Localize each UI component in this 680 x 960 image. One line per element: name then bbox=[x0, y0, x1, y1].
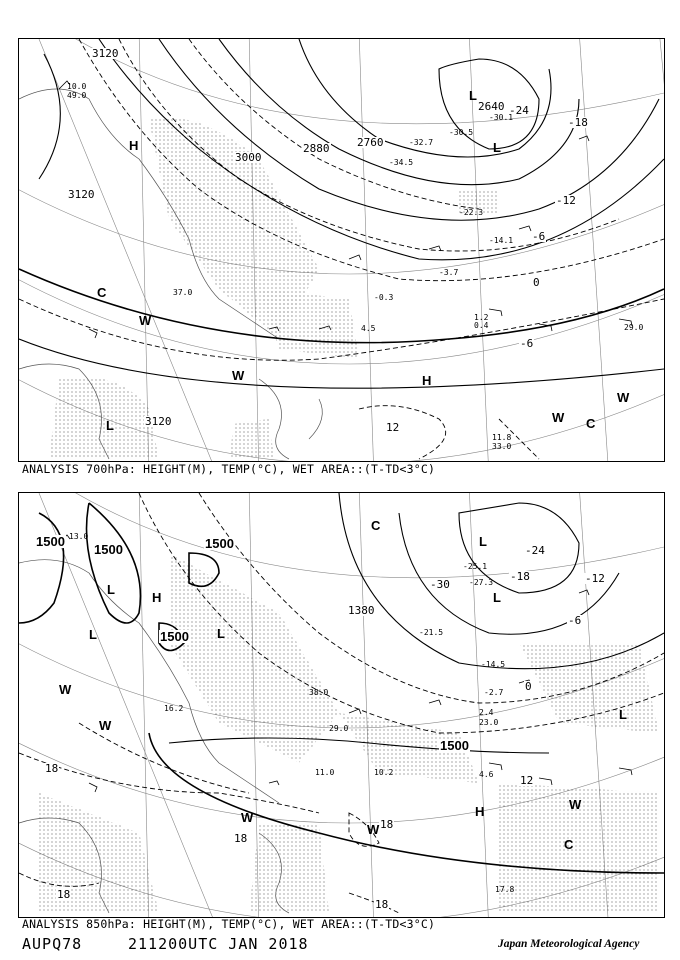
warm-center-marker: W bbox=[99, 718, 112, 733]
station-value: -25.1 bbox=[463, 562, 488, 571]
station-value: 10.2 bbox=[374, 768, 394, 777]
warm-center-marker: W bbox=[617, 390, 630, 405]
station-value: 23.0 bbox=[479, 718, 499, 727]
cold-center-marker: C bbox=[97, 285, 107, 300]
height-label: 1500 bbox=[36, 534, 65, 549]
station-value: 4.5 bbox=[361, 324, 376, 333]
station-value: 4.6 bbox=[479, 770, 494, 779]
low-pressure-marker: L bbox=[493, 590, 501, 605]
station-value: -14.5 bbox=[481, 660, 506, 669]
warm-center-marker: W bbox=[139, 313, 152, 328]
low-pressure-marker: L bbox=[89, 627, 97, 642]
height-label: 1500 bbox=[94, 542, 123, 557]
low-pressure-marker: L bbox=[619, 707, 627, 722]
high-pressure-marker: H bbox=[152, 590, 162, 605]
temp-label: 18 bbox=[45, 762, 59, 775]
station-value: -22.3 bbox=[459, 208, 484, 217]
cold-center-marker: C bbox=[371, 518, 381, 533]
high-pressure-marker: H bbox=[475, 804, 485, 819]
low-pressure-marker: L bbox=[107, 582, 115, 597]
height-label: 3000 bbox=[235, 151, 262, 164]
temp-label: 0 bbox=[533, 276, 540, 289]
analysis-time: 211200UTC JAN 2018 bbox=[128, 935, 309, 953]
station-value: 29.0 bbox=[624, 323, 644, 332]
low-pressure-marker: L bbox=[217, 626, 225, 641]
station-value: 13.0 bbox=[69, 532, 89, 541]
temp-label: 18 bbox=[380, 818, 394, 831]
warm-center-marker: W bbox=[367, 822, 380, 837]
height-label: 1500 bbox=[205, 536, 234, 551]
station-value: -34.5 bbox=[389, 158, 414, 167]
station-value: -27.3 bbox=[469, 578, 494, 587]
temp-label: -12 bbox=[585, 572, 605, 585]
station-value: -2.7 bbox=[484, 688, 504, 697]
station-value: 17.8 bbox=[495, 885, 515, 894]
station-value: 11.8 bbox=[492, 433, 512, 442]
station-value: -0.3 bbox=[374, 293, 394, 302]
temp-label: 18 bbox=[57, 888, 71, 901]
height-label: 3120 bbox=[92, 47, 119, 60]
warm-center-marker: W bbox=[569, 797, 582, 812]
cold-center-marker: C bbox=[586, 416, 596, 431]
height-label: 3120 bbox=[68, 188, 95, 201]
temp-label: -6 bbox=[520, 337, 534, 350]
low-pressure-marker: L bbox=[493, 140, 501, 155]
map-700hpa-drawing bbox=[19, 39, 664, 461]
warm-center-marker: W bbox=[552, 410, 565, 425]
station-value: 33.0 bbox=[492, 442, 512, 451]
station-value: -14.1 bbox=[489, 236, 514, 245]
warm-center-marker: W bbox=[241, 810, 254, 825]
temp-label: 18 bbox=[234, 832, 248, 845]
station-value: -3.7 bbox=[439, 268, 459, 277]
temp-label: 12 bbox=[386, 421, 400, 434]
height-label: 1500 bbox=[160, 629, 189, 644]
station-value: 38.0 bbox=[309, 688, 329, 697]
map-panel-850hpa bbox=[18, 492, 665, 918]
temp-label: -24 bbox=[525, 544, 545, 557]
station-value: 37.0 bbox=[173, 288, 193, 297]
station-value: -30.1 bbox=[489, 113, 514, 122]
high-pressure-marker: H bbox=[422, 373, 432, 388]
station-value: 10.0 bbox=[67, 82, 87, 91]
station-value: -21.5 bbox=[419, 628, 444, 637]
temp-label: -12 bbox=[556, 194, 576, 207]
temp-label: 0 bbox=[525, 680, 532, 693]
map-panel-700hpa bbox=[18, 38, 665, 462]
bulletin-code: AUPQ78 bbox=[22, 935, 83, 953]
station-value: 0.4 bbox=[474, 321, 489, 330]
station-value: 29.0 bbox=[329, 724, 349, 733]
height-label: 2640 bbox=[478, 100, 505, 113]
temp-label: 12 bbox=[520, 774, 534, 787]
station-value: 16.2 bbox=[164, 704, 184, 713]
temp-label: 18 bbox=[375, 898, 389, 911]
station-value: 2.4 bbox=[479, 708, 494, 717]
height-label: 1500 bbox=[440, 738, 469, 753]
temp-label: -6 bbox=[568, 614, 582, 627]
temp-label: -6 bbox=[532, 230, 546, 243]
panel-caption-700hpa: ANALYSIS 700hPa: HEIGHT(M), TEMP(°C), WET AREA::(T-TD<3°C) bbox=[22, 462, 436, 476]
height-label: 3120 bbox=[145, 415, 172, 428]
agency-name: Japan Meteorological Agency bbox=[498, 938, 640, 950]
low-pressure-marker: L bbox=[106, 418, 114, 433]
low-pressure-marker: L bbox=[469, 88, 477, 103]
station-value: 11.0 bbox=[315, 768, 335, 777]
low-pressure-marker: L bbox=[479, 534, 487, 549]
temp-label: -18 bbox=[510, 570, 530, 583]
cold-center-marker: C bbox=[564, 837, 574, 852]
temp-label: -24 bbox=[509, 104, 529, 117]
temp-label: -18 bbox=[568, 116, 588, 129]
temp-label: -30 bbox=[430, 578, 450, 591]
warm-center-marker: W bbox=[59, 682, 72, 697]
height-label: 2760 bbox=[357, 136, 384, 149]
height-label: 2880 bbox=[303, 142, 330, 155]
station-value: -32.7 bbox=[409, 138, 434, 147]
panel-caption-850hpa: ANALYSIS 850hPa: HEIGHT(M), TEMP(°C), WET AREA::(T-TD<3°C) bbox=[22, 917, 436, 931]
station-value: -30.5 bbox=[449, 128, 474, 137]
high-pressure-marker: H bbox=[129, 138, 139, 153]
height-label: 1380 bbox=[348, 604, 375, 617]
station-value: 49.0 bbox=[67, 91, 87, 100]
wet-area bbox=[49, 117, 499, 459]
station-value: 1.2 bbox=[474, 313, 489, 322]
warm-center-marker: W bbox=[232, 368, 245, 383]
